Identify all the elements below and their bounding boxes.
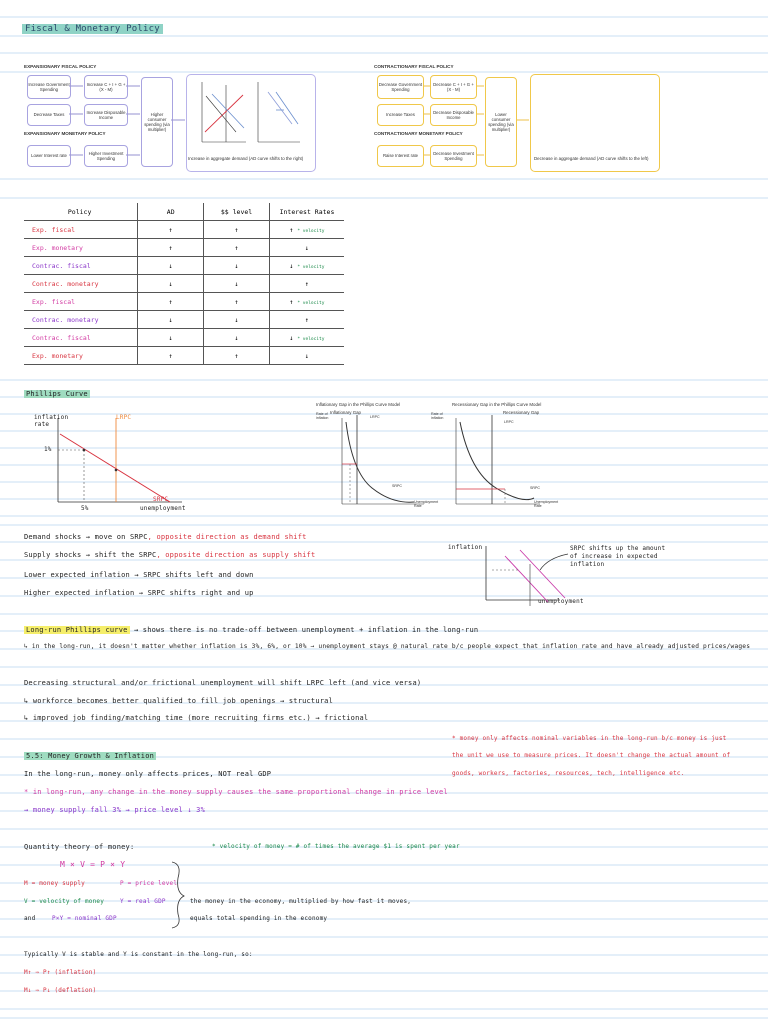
col-price: $$ level xyxy=(204,203,270,221)
ad-cell: ↑ xyxy=(138,221,204,239)
inflationary-gap-chart xyxy=(342,415,424,504)
table-row xyxy=(24,221,344,239)
shock-line-lower: Lower expected inflation → SRPC shifts left and down xyxy=(24,571,254,579)
policy-cell: Contrac. monetary xyxy=(24,311,138,329)
rate-arrow: ↓ xyxy=(289,333,294,342)
rate-note: * velocity xyxy=(297,336,325,342)
rate-cell xyxy=(269,347,344,365)
longrun-line2: ↳ in the long-run, it doesn't matter whether inflation is 3%, 6%, or 10% → unemployment stays @ natural rate b/c people expect that inflation rate and have already adjusted prices/wages xyxy=(24,643,751,650)
page-title: Fiscal & Monetary Policy xyxy=(22,24,163,34)
money-note-1: * money only affects nominal variables in the long-run b/c money is just xyxy=(452,735,727,742)
money-note-2: the unit we use to measure prices. It doesn't change the actual amount of xyxy=(452,752,731,759)
phillips-lrpc-label: LRPC xyxy=(116,414,132,421)
rate-arrow: ↑ xyxy=(305,315,309,324)
sketch-y-label: inflation xyxy=(448,544,483,551)
price-cell: ↑ xyxy=(204,293,270,311)
policy-effects-table xyxy=(24,203,344,365)
qtm-heading: Quantity theory of money: xyxy=(24,843,135,851)
table-row xyxy=(24,257,344,275)
chart2-gap: Recessionary Gap xyxy=(503,410,540,415)
qtm-brace-line1: the money in the economy, multiplied by how fast it moves, xyxy=(190,898,412,905)
table-row xyxy=(24,347,344,365)
diagram-head-exp-fiscal: EXPANSIONARY FISCAL POLICY xyxy=(24,64,97,69)
rate-note: * velocity xyxy=(297,264,325,270)
money-note-3: goods, workers, factories, resources, tech, intelligence etc. xyxy=(452,770,685,777)
shock-line-higher: Higher expected inflation → SRPC shifts right and up xyxy=(24,589,254,597)
rate-arrow: ↑ xyxy=(305,279,309,288)
rate-arrow: ↑ xyxy=(289,297,294,306)
policy-cell: Exp. fiscal xyxy=(24,293,138,311)
rate-cell xyxy=(269,311,344,329)
rate-note: * velocity xyxy=(297,228,325,234)
box-increase-taxes: Increase Taxes xyxy=(377,104,424,126)
rate-cell xyxy=(269,221,344,239)
rate-arrow: ↑ xyxy=(289,225,294,234)
diagram-head-exp-monetary: EXPANSIONARY MONETARY POLICY xyxy=(24,131,106,136)
chart1-gap: Inflationary Gap xyxy=(330,410,361,415)
qtm-m-def: M = money supply xyxy=(24,880,85,887)
qtm-y-def: Y = real GDP xyxy=(120,898,166,905)
longrun-line5: ↳ improved job finding/matching time (more recruiting firms etc.) → frictional xyxy=(24,714,369,722)
ad-right-graph xyxy=(202,82,300,142)
col-rates: Interest Rates xyxy=(269,203,344,221)
ad-cell: ↓ xyxy=(138,257,204,275)
box-raise-interest: Raise Interest rate xyxy=(377,145,424,167)
box-higher-investment: Higher Investment Spending xyxy=(84,145,128,167)
chart1-srpc: SRPC xyxy=(392,484,402,488)
box-decrease-spending: Decrease C + I + G + (X - M) xyxy=(430,75,477,99)
rate-cell xyxy=(269,275,344,293)
box-lower-consumer: Lower consumer spending (via multiplier) xyxy=(485,77,517,167)
rate-arrow: ↓ xyxy=(289,261,294,270)
qtm-brace-line2: equals total spending in the economy xyxy=(190,915,328,922)
diagram-head-con-fiscal: CONTRACTIONARY FISCAL POLICY xyxy=(374,64,454,69)
longrun-line3: Decreasing structural and/or frictional unemployment will shift LRPC left (and vice versa) xyxy=(24,679,422,687)
box-decrease-gov: Decrease Government Spending xyxy=(377,75,424,99)
policy-cell: Exp. monetary xyxy=(24,347,138,365)
shock-line-demand: Demand shocks → move on SRPC, opposite direction as demand shift xyxy=(24,533,307,541)
box-increase-spending: Increase C + I + G + (X - M) xyxy=(84,75,128,99)
qtm-inflation: M↑ ⇒ P↑ (inflation) xyxy=(24,969,97,976)
chart1-lrpc: LRPC xyxy=(370,415,380,419)
longrun-line1: Long-run Phillips curve → shows there is no trade-off between unemployment + inflation in the long-run xyxy=(26,626,479,634)
diagram-head-con-monetary: CONTRACTIONARY MONETARY POLICY xyxy=(374,131,463,136)
chart1-title: Inflationary Gap in the Phillips Curve Model xyxy=(316,402,401,407)
qtm-p-def: P = price level xyxy=(120,880,178,887)
rate-cell xyxy=(269,329,344,347)
price-cell: ↓ xyxy=(204,275,270,293)
chart2-x: Unemployment Rate xyxy=(534,500,559,508)
box-lower-interest: Lower Interest rate xyxy=(27,145,71,167)
price-cell: ↑ xyxy=(204,221,270,239)
price-cell: ↓ xyxy=(204,311,270,329)
rate-cell xyxy=(269,293,344,311)
col-ad: AD xyxy=(138,203,204,221)
col-policy: Policy xyxy=(24,203,138,221)
phillips-x-label: unemployment xyxy=(140,505,186,512)
box-increase-disposable: Increase Disposable Income xyxy=(84,104,128,126)
table-row xyxy=(24,293,344,311)
rate-arrow: ↓ xyxy=(305,243,309,252)
chart2-srpc: SRPC xyxy=(530,486,540,490)
qtm-py-def: P×Y = nominal GDP xyxy=(52,915,117,922)
rate-cell xyxy=(269,239,344,257)
ad-cell: ↑ xyxy=(138,239,204,257)
table-row xyxy=(24,239,344,257)
table-row xyxy=(24,329,344,347)
box-decrease-investment: Decrease Investment Spending xyxy=(430,145,477,167)
table-row xyxy=(24,311,344,329)
qtm-and: and xyxy=(24,915,36,922)
qtm-deflation: M↓ ⇒ P↓ (deflation) xyxy=(24,987,97,994)
price-cell: ↑ xyxy=(204,239,270,257)
sketch-x-label: unemployment xyxy=(538,598,584,605)
money-line1: In the long-run, money only affects prices, NOT real GDP xyxy=(24,770,272,778)
phillips-y-label: inflation rate xyxy=(34,414,69,428)
policy-cell: Contrac. fiscal xyxy=(24,329,138,347)
phillips-tick-y: 1% xyxy=(44,446,52,453)
policy-cell: Contrac. fiscal xyxy=(24,257,138,275)
qtm-brace xyxy=(0,860,200,930)
recessionary-gap-chart xyxy=(456,415,540,504)
rate-cell xyxy=(269,257,344,275)
price-cell: ↓ xyxy=(204,257,270,275)
phillips-heading: Phillips Curve xyxy=(26,390,88,398)
chart2-title: Recessionary Gap in the Phillips Curve Model xyxy=(452,402,542,407)
qtm-velocity-note: * velocity of money = # of times the average $1 is spent per year xyxy=(212,843,460,850)
money-line2: * in long-run, any change in the money supply causes the same proportional change in price level xyxy=(24,788,448,796)
policy-cell: Contrac. monetary xyxy=(24,275,138,293)
ad-cell: ↓ xyxy=(138,329,204,347)
chart1-y: Rate of inflation xyxy=(316,412,329,420)
money-line3: → money supply fall 3% → price level ↓ 3% xyxy=(24,806,205,814)
table-row xyxy=(24,275,344,293)
phillips-tick-x: 5% xyxy=(81,505,89,512)
box-higher-consumer: Higher consumer spending (via multiplier) xyxy=(141,77,173,167)
ad-cell: ↓ xyxy=(138,311,204,329)
price-cell: ↑ xyxy=(204,347,270,365)
chart2-y: Rate of inflation xyxy=(431,412,444,420)
longrun-line4: ↳ workforce becomes better qualified to fill job openings → structural xyxy=(24,697,334,705)
caption-exp: Increase in aggregate demand (AD curve shifts to the right) xyxy=(188,156,304,161)
srpc-shift-sketch xyxy=(0,540,768,620)
sketch-note: SRPC shifts up the amount of increase in expected inflation xyxy=(570,545,666,569)
rate-note: * velocity xyxy=(297,300,325,306)
chart2-lrpc: LRPC xyxy=(504,420,514,424)
ad-cell: ↓ xyxy=(138,275,204,293)
phillips-srpc-label: SRPC xyxy=(153,496,169,503)
policy-cell: Exp. fiscal xyxy=(24,221,138,239)
caption-con: Decrease in aggregate demand (AD curve shifts to the left) xyxy=(534,156,649,161)
box-decrease-taxes: Decrease Taxes xyxy=(27,104,71,126)
box-increase-gov: Increase Government Spending xyxy=(27,75,71,99)
ad-cell: ↑ xyxy=(138,293,204,311)
ad-cell: ↑ xyxy=(138,347,204,365)
policy-cell: Exp. monetary xyxy=(24,239,138,257)
chart1-x: Unemployment Rate xyxy=(414,500,439,508)
rate-arrow: ↓ xyxy=(305,351,309,360)
price-cell: ↓ xyxy=(204,329,270,347)
qtm-typical: Typically V is stable and Y is constant in the long-run, so: xyxy=(24,951,253,958)
box-decrease-disposable: Decrease Disposable Income xyxy=(430,104,477,126)
money-heading: 5.5: Money Growth & Inflation xyxy=(26,752,155,760)
qtm-equation: M × V = P × Y xyxy=(60,860,126,869)
phillips-curve-sketches xyxy=(0,400,768,530)
qtm-v-def: V = velocity of money xyxy=(24,898,105,905)
shock-line-supply: Supply shocks → shift the SRPC, opposite direction as supply shift xyxy=(24,551,316,559)
